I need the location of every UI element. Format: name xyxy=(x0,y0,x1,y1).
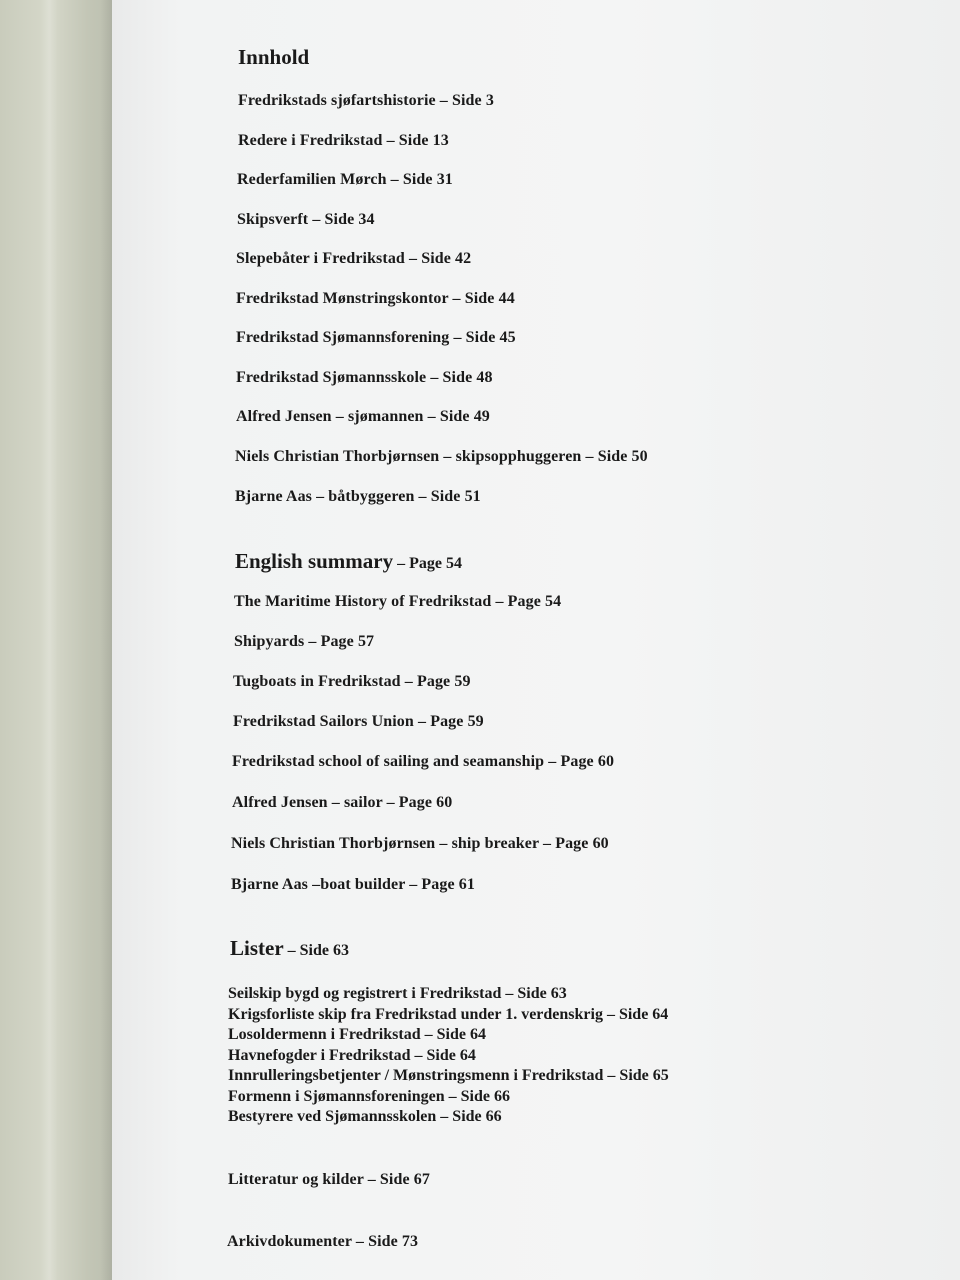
toc-entry: Bjarne Aas –boat builder – Page 61 xyxy=(231,876,476,893)
list-entry: Bestyrere ved Sjømannsskolen – Side 66 xyxy=(228,1108,502,1125)
english-summary-title: English summary xyxy=(235,549,394,573)
toc-literature: Litteratur og kilder – Side 67 xyxy=(228,1171,430,1188)
lists-page: – Side 63 xyxy=(283,942,349,959)
toc-entry: Tugboats in Fredrikstad – Page 59 xyxy=(233,673,471,690)
toc-entry: Shipyards – Page 57 xyxy=(234,633,375,650)
list-entry: Innrulleringsbetjenter / Mønstringsmenn i Fredrikstad – Side 65 xyxy=(228,1067,669,1084)
toc-entry: Fredrikstad school of sailing and seamanship – Page 60 xyxy=(232,753,615,770)
toc-entry: Alfred Jensen – sjømannen – Side 49 xyxy=(236,408,490,425)
toc-entry: Rederfamilien Mørch – Side 31 xyxy=(237,171,453,188)
toc-entry: Niels Christian Thorbjørnsen – skipsopphuggeren – Side 50 xyxy=(235,448,648,465)
english-summary-heading xyxy=(235,549,462,574)
lists-heading xyxy=(230,936,349,961)
list-entry: Havnefogder i Fredrikstad – Side 64 xyxy=(228,1046,476,1064)
toc-entry: Bjarne Aas – båtbyggeren – Side 51 xyxy=(235,488,481,505)
toc-entry: The Maritime History of Fredrikstad – Page 54 xyxy=(234,593,562,610)
toc-entry: Slepebåter i Fredrikstad – Side 42 xyxy=(236,250,472,267)
list-entry: Losoldermenn i Fredrikstad – Side 64 xyxy=(228,1026,486,1043)
english-summary-page: – Page 54 xyxy=(393,555,462,572)
toc-heading: Innhold xyxy=(238,45,310,69)
toc-entry: Alfred Jensen – sailor – Page 60 xyxy=(232,794,453,811)
toc-entry: Fredrikstad Sjømannsforening – Side 45 xyxy=(236,329,516,346)
table-of-contents xyxy=(112,0,960,1280)
toc-entry: Niels Christian Thorbjørnsen – ship breaker – Page 60 xyxy=(231,835,609,852)
toc-entry: Fredrikstad Sjømannsskole – Side 48 xyxy=(236,369,493,386)
book-page xyxy=(112,0,960,1280)
cloth-fold xyxy=(40,0,58,1280)
toc-entry: Fredrikstad Sailors Union – Page 59 xyxy=(233,713,484,730)
toc-entry: Fredrikstads sjøfartshistorie – Side 3 xyxy=(238,92,494,109)
list-entry: Seilskip bygd og registrert i Fredrikstad – Side 63 xyxy=(228,985,567,1002)
toc-entry: Fredrikstad Mønstringskontor – Side 44 xyxy=(236,290,515,307)
toc-entry: Redere i Fredrikstad – Side 13 xyxy=(238,132,449,149)
list-entry: Krigsforliste skip fra Fredrikstad under 1. verdenskrig – Side 64 xyxy=(228,1005,669,1023)
lists-block xyxy=(228,984,669,1128)
lists-title: Lister xyxy=(230,936,284,960)
toc-entry: Skipsverft – Side 34 xyxy=(237,211,375,228)
toc-archive: Arkivdokumenter – Side 73 xyxy=(227,1233,419,1250)
list-entry: Formenn i Sjømannsforeningen – Side 66 xyxy=(228,1087,510,1105)
